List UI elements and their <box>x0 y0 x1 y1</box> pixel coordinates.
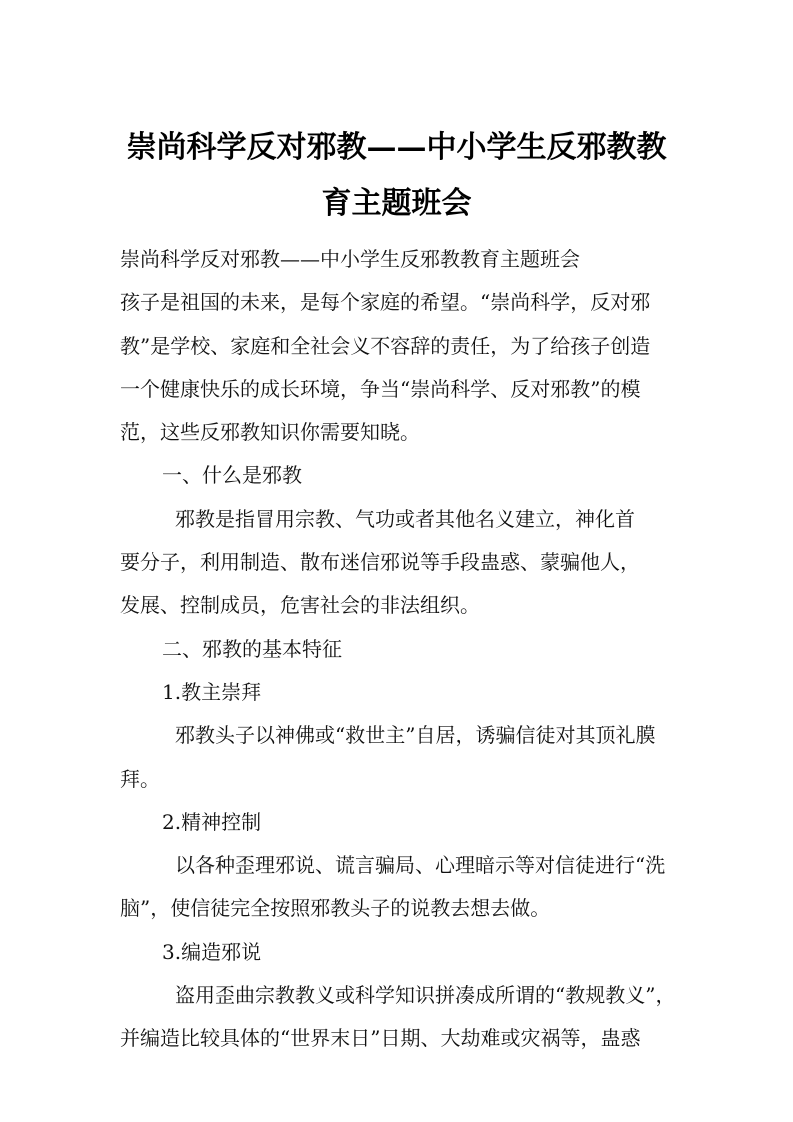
body-line: 邪教头子以神佛或“救世主”自居，诱骗信徒对其顶礼膜 <box>175 723 656 748</box>
section-heading: 一、什么是邪教 <box>162 463 302 488</box>
subsection-heading: 3.编造邪说 <box>162 939 262 964</box>
title-line-1: 崇尚科学反对邪教——中小学生反邪教教 <box>126 130 667 165</box>
subsection-heading: 1.教主崇拜 <box>162 679 262 704</box>
body-line: 脑”，使信徒完全按照邪教头子的说教去想去做。 <box>120 896 551 921</box>
body-line: 孩子是祖国的未来，是每个家庭的希望。“崇尚科学，反对邪 <box>120 290 651 315</box>
body-line: 范，这些反邪教知识你需要知晓。 <box>120 420 420 445</box>
body-line: 并编造比较具体的“世界末日”日期、大劫难或灾祸等，蛊惑 <box>120 1026 641 1051</box>
title-line-2: 育主题班会 <box>321 186 472 221</box>
body-line: 要分子，利用制造、散布迷信邪说等手段蛊惑、蒙骗他人， <box>120 550 640 575</box>
body-line: 盗用歪曲宗教教义或科学知识拼凑成所谓的“教规教义”， <box>175 983 676 1008</box>
body-line: 发展、控制成员，危害社会的非法组织。 <box>120 593 480 618</box>
body-line: 拜。 <box>120 766 160 791</box>
subsection-heading: 2.精神控制 <box>162 809 262 834</box>
body-line: 一个健康快乐的成长环境，争当“崇尚科学、反对邪教”的模 <box>120 376 641 401</box>
body-line: 教”是学校、家庭和全社会义不容辞的责任，为了给孩子创造 <box>120 333 651 358</box>
document-body <box>120 238 685 1061</box>
body-line: 崇尚科学反对邪教——中小学生反邪教教育主题班会 <box>120 247 580 271</box>
body-line: 邪教是指冒用宗教、气功或者其他名义建立，神化首 <box>175 506 635 531</box>
section-heading: 二、邪教的基本特征 <box>162 636 342 661</box>
document-title <box>100 120 693 232</box>
body-line: 以各种歪理邪说、谎言骗局、心理暗示等对信徒进行“洗 <box>175 853 666 878</box>
